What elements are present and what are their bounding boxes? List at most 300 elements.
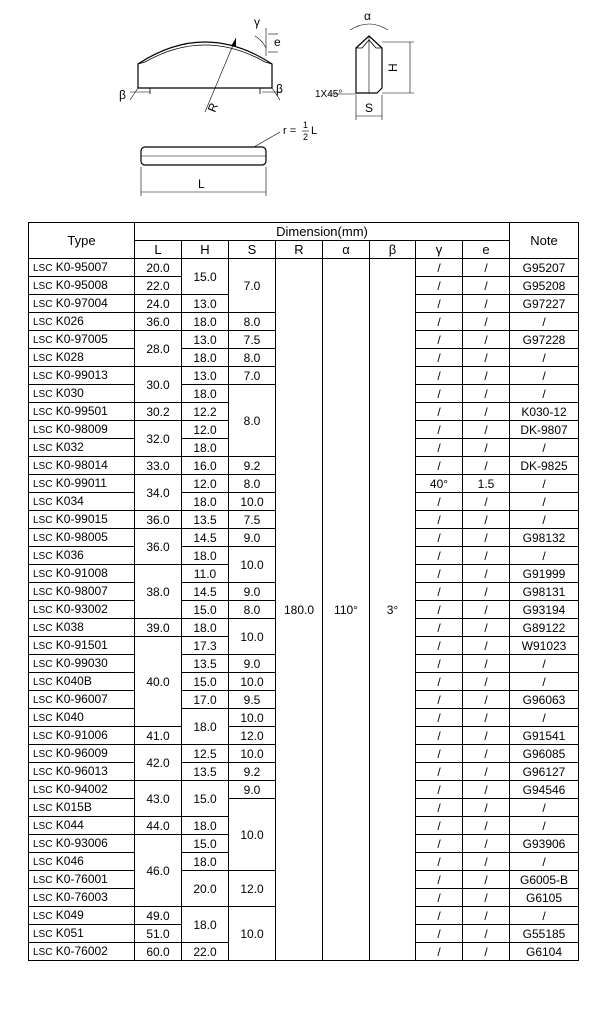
header-dimension: Dimension(mm) (135, 223, 510, 241)
cell-S: 10.0 (229, 709, 276, 727)
type-prefix: LSC (33, 586, 53, 598)
cell-note: K030-12 (510, 403, 579, 421)
type-prefix: LSC (33, 406, 53, 418)
cell-S: 8.0 (229, 475, 276, 493)
type-code: K0-91006 (55, 727, 108, 742)
cell-S: 9.0 (229, 583, 276, 601)
cell-e: / (463, 547, 510, 565)
cell-gamma: / (416, 637, 463, 655)
type-code: K0-93006 (55, 835, 108, 850)
cell-e: 1.5 (463, 475, 510, 493)
specification-table (28, 222, 579, 961)
cell-L: 39.0 (135, 619, 182, 637)
cell-e: / (463, 313, 510, 331)
cell-note: / (510, 853, 579, 871)
cell-type (29, 925, 135, 943)
cell-H: 16.0 (182, 457, 229, 475)
cell-type (29, 385, 135, 403)
cell-gamma: / (416, 709, 463, 727)
type-code: K028 (55, 349, 84, 364)
cell-H: 20.0 (182, 871, 229, 907)
label-H: H (386, 63, 400, 72)
cell-gamma: / (416, 331, 463, 349)
cell-e: / (463, 745, 510, 763)
cell-S: 7.0 (229, 259, 276, 313)
cell-gamma: / (416, 385, 463, 403)
cell-H: 12.0 (182, 475, 229, 493)
type-code: K0-98005 (55, 529, 108, 544)
cell-L: 32.0 (135, 421, 182, 457)
cell-L: 33.0 (135, 457, 182, 475)
type-code: K0-99011 (55, 475, 107, 490)
cell-H: 15.0 (182, 673, 229, 691)
type-code: K040B (55, 673, 92, 688)
type-prefix: LSC (33, 928, 53, 940)
label-beta-left: β (119, 88, 126, 102)
cell-type (29, 259, 135, 277)
type-prefix: LSC (33, 388, 53, 400)
cell-S: 9.2 (229, 763, 276, 781)
type-code: K0-76001 (55, 871, 108, 886)
cell-S: 7.0 (229, 367, 276, 385)
cell-type (29, 295, 135, 313)
cell-L: 36.0 (135, 313, 182, 331)
cell-H: 14.5 (182, 583, 229, 601)
type-prefix: LSC (33, 370, 53, 382)
cell-e: / (463, 529, 510, 547)
cell-S: 10.0 (229, 619, 276, 655)
cell-type (29, 637, 135, 655)
cell-S: 12.0 (229, 727, 276, 745)
cell-note: / (510, 475, 579, 493)
cell-gamma: / (416, 259, 463, 277)
cell-H: 13.0 (182, 295, 229, 313)
cell-S: 9.0 (229, 655, 276, 673)
cell-note: / (510, 799, 579, 817)
cell-L: 60.0 (135, 943, 182, 961)
type-code: K0-96009 (55, 745, 108, 760)
cell-gamma: / (416, 673, 463, 691)
cell-type (29, 277, 135, 295)
cell-note: G91999 (510, 565, 579, 583)
label-L: L (198, 177, 205, 191)
cell-note: G95207 (510, 259, 579, 277)
type-prefix: LSC (33, 802, 53, 814)
cell-gamma: / (416, 853, 463, 871)
cell-e: / (463, 835, 510, 853)
cell-R: 180.0 (276, 259, 323, 961)
cell-S: 12.0 (229, 871, 276, 907)
label-r-num: 1 (303, 120, 309, 130)
cell-e: / (463, 943, 510, 961)
cell-gamma: / (416, 727, 463, 745)
cell-L: 43.0 (135, 781, 182, 817)
cell-e: / (463, 565, 510, 583)
cell-L: 24.0 (135, 295, 182, 313)
cell-note: G6104 (510, 943, 579, 961)
cell-S: 7.5 (229, 331, 276, 349)
type-code: K034 (55, 493, 84, 508)
cell-H: 14.5 (182, 529, 229, 547)
cell-type (29, 493, 135, 511)
cell-type (29, 331, 135, 349)
cell-e: / (463, 403, 510, 421)
type-prefix: LSC (33, 694, 53, 706)
cell-note: / (510, 349, 579, 367)
type-code: K015B (55, 799, 92, 814)
label-beta-right: β (276, 82, 283, 96)
type-code: K0-95008 (55, 277, 108, 292)
type-code: K0-97005 (55, 331, 108, 346)
cell-L: 30.0 (135, 367, 182, 403)
cell-note: / (510, 511, 579, 529)
cell-alpha: 110° (323, 259, 370, 961)
cell-type (29, 763, 135, 781)
type-prefix: LSC (33, 622, 53, 634)
type-prefix: LSC (33, 910, 53, 922)
cell-note: / (510, 673, 579, 691)
cell-L: 46.0 (135, 835, 182, 907)
header-e: e (463, 241, 510, 259)
cell-type (29, 601, 135, 619)
cell-gamma: / (416, 457, 463, 475)
cell-L: 42.0 (135, 745, 182, 781)
type-code: K0-94002 (55, 781, 108, 796)
table-row (29, 259, 579, 277)
type-code: K0-98007 (55, 583, 108, 598)
type-prefix: LSC (33, 298, 53, 310)
cell-L: 22.0 (135, 277, 182, 295)
cell-type (29, 889, 135, 907)
cell-gamma: 40° (416, 475, 463, 493)
cell-note: G96063 (510, 691, 579, 709)
cell-S: 10.0 (229, 673, 276, 691)
cell-gamma: / (416, 367, 463, 385)
cell-H: 15.0 (182, 259, 229, 295)
type-code: K030 (55, 385, 84, 400)
cell-note: / (510, 439, 579, 457)
cell-type (29, 619, 135, 637)
header-H: H (182, 241, 229, 259)
cell-gamma: / (416, 691, 463, 709)
cell-H: 22.0 (182, 943, 229, 961)
cell-e: / (463, 277, 510, 295)
cell-type (29, 691, 135, 709)
cell-e: / (463, 619, 510, 637)
type-prefix: LSC (33, 604, 53, 616)
cell-H: 12.2 (182, 403, 229, 421)
type-prefix: LSC (33, 856, 53, 868)
cell-note: G98131 (510, 583, 579, 601)
cell-H: 17.3 (182, 637, 229, 655)
cell-H: 13.5 (182, 763, 229, 781)
cell-type (29, 349, 135, 367)
cell-H: 18.0 (182, 619, 229, 637)
cell-type (29, 529, 135, 547)
cell-e: / (463, 583, 510, 601)
cell-e: / (463, 457, 510, 475)
cell-e: / (463, 511, 510, 529)
cell-gamma: / (416, 529, 463, 547)
cell-e: / (463, 907, 510, 925)
cell-note: G96085 (510, 745, 579, 763)
label-alpha: α (364, 9, 371, 23)
type-prefix: LSC (33, 838, 53, 850)
header-L: L (135, 241, 182, 259)
header-beta: β (370, 241, 416, 259)
cell-H: 18.0 (182, 385, 229, 403)
cell-H: 18.0 (182, 907, 229, 943)
label-r-prefix: r = (283, 125, 297, 137)
cell-H: 12.0 (182, 421, 229, 439)
type-prefix: LSC (33, 334, 53, 346)
cell-note: G55185 (510, 925, 579, 943)
type-code: K0-99030 (55, 655, 108, 670)
cell-S: 8.0 (229, 601, 276, 619)
cell-note: G6105 (510, 889, 579, 907)
header-type: Type (29, 223, 135, 259)
cell-note: G89122 (510, 619, 579, 637)
cell-S: 9.2 (229, 457, 276, 475)
cell-note: G6005-B (510, 871, 579, 889)
type-code: K0-99015 (55, 511, 108, 526)
type-code: K049 (55, 907, 84, 922)
cell-H: 18.0 (182, 853, 229, 871)
cell-gamma: / (416, 943, 463, 961)
cell-type (29, 457, 135, 475)
cell-S: 8.0 (229, 313, 276, 331)
type-prefix: LSC (33, 352, 53, 364)
cell-e: / (463, 493, 510, 511)
cell-gamma: / (416, 835, 463, 853)
type-prefix: LSC (33, 424, 53, 436)
cell-type (29, 547, 135, 565)
cell-note: / (510, 313, 579, 331)
cell-gamma: / (416, 313, 463, 331)
cell-H: 11.0 (182, 565, 229, 583)
cell-note: / (510, 655, 579, 673)
cell-note: W91023 (510, 637, 579, 655)
cell-H: 18.0 (182, 439, 229, 457)
type-prefix: LSC (33, 550, 53, 562)
cell-e: / (463, 259, 510, 277)
cell-type (29, 817, 135, 835)
cell-gamma: / (416, 421, 463, 439)
cell-e: / (463, 655, 510, 673)
cell-gamma: / (416, 511, 463, 529)
type-code: K026 (55, 313, 84, 328)
type-prefix: LSC (33, 568, 53, 580)
type-prefix: LSC (33, 496, 53, 508)
type-code: K0-91501 (55, 637, 108, 652)
cell-L: 51.0 (135, 925, 182, 943)
cell-e: / (463, 421, 510, 439)
type-prefix: LSC (33, 676, 53, 688)
cell-H: 15.0 (182, 781, 229, 817)
type-code: K0-91008 (55, 565, 108, 580)
cell-e: / (463, 763, 510, 781)
cell-H: 13.5 (182, 511, 229, 529)
cell-gamma: / (416, 547, 463, 565)
type-prefix: LSC (33, 712, 53, 724)
cell-gamma: / (416, 439, 463, 457)
cell-L: 49.0 (135, 907, 182, 925)
type-prefix: LSC (33, 532, 53, 544)
cell-e: / (463, 853, 510, 871)
cell-H: 18.0 (182, 709, 229, 745)
type-code: K046 (55, 853, 84, 868)
type-code: K0-99013 (55, 367, 108, 382)
cell-note: G98132 (510, 529, 579, 547)
cell-S: 10.0 (229, 493, 276, 511)
type-code: K0-98009 (55, 421, 108, 436)
cell-S: 10.0 (229, 799, 276, 871)
cell-note: G96127 (510, 763, 579, 781)
type-code: K040 (55, 709, 84, 724)
cell-type (29, 853, 135, 871)
cell-L: 41.0 (135, 727, 182, 745)
cell-gamma: / (416, 745, 463, 763)
cell-S: 10.0 (229, 745, 276, 763)
cell-gamma: / (416, 781, 463, 799)
tip-front-outline (138, 42, 272, 88)
type-code: K0-95007 (55, 259, 108, 274)
cell-gamma: / (416, 925, 463, 943)
cell-e: / (463, 691, 510, 709)
type-code: K0-98014 (55, 457, 108, 472)
type-code: K0-96007 (55, 691, 108, 706)
type-prefix: LSC (33, 460, 53, 472)
cell-note: G97228 (510, 331, 579, 349)
cell-L: 34.0 (135, 475, 182, 511)
type-prefix: LSC (33, 874, 53, 886)
cell-L: 20.0 (135, 259, 182, 277)
cell-gamma: / (416, 565, 463, 583)
cell-type (29, 799, 135, 817)
cell-note: / (510, 817, 579, 835)
cell-e: / (463, 637, 510, 655)
cell-L: 38.0 (135, 565, 182, 619)
type-code: K0-93002 (55, 601, 108, 616)
cell-e: / (463, 673, 510, 691)
cell-S: 10.0 (229, 547, 276, 583)
cell-L: 36.0 (135, 529, 182, 565)
cell-L: 40.0 (135, 637, 182, 727)
type-code: K0-76002 (55, 943, 108, 958)
cell-H: 13.0 (182, 331, 229, 349)
cell-gamma: / (416, 619, 463, 637)
cell-gamma: / (416, 583, 463, 601)
label-S: S (365, 101, 374, 115)
cell-e: / (463, 367, 510, 385)
tip-front-top-face (145, 45, 265, 62)
cell-gamma: / (416, 907, 463, 925)
cell-gamma: / (416, 403, 463, 421)
cell-H: 17.0 (182, 691, 229, 709)
cell-H: 13.0 (182, 367, 229, 385)
cell-type (29, 655, 135, 673)
cell-S: 9.0 (229, 781, 276, 799)
cell-note: DK-9825 (510, 457, 579, 475)
type-prefix: LSC (33, 730, 53, 742)
cell-note: / (510, 547, 579, 565)
cell-type (29, 907, 135, 925)
cell-H: 18.0 (182, 817, 229, 835)
cell-e: / (463, 601, 510, 619)
cell-e: / (463, 781, 510, 799)
cell-type (29, 421, 135, 439)
cell-type (29, 565, 135, 583)
type-prefix: LSC (33, 514, 53, 526)
label-R: R (204, 100, 222, 115)
cell-H: 13.5 (182, 655, 229, 673)
type-code: K0-76003 (55, 889, 108, 904)
cell-note: G95208 (510, 277, 579, 295)
cell-H: 18.0 (182, 493, 229, 511)
technical-drawing (0, 0, 608, 222)
cell-gamma: / (416, 493, 463, 511)
cell-gamma: / (416, 601, 463, 619)
type-code: K038 (55, 619, 84, 634)
cell-e: / (463, 889, 510, 907)
type-prefix: LSC (33, 478, 53, 490)
cell-e: / (463, 727, 510, 745)
cell-e: / (463, 349, 510, 367)
cell-type (29, 727, 135, 745)
cell-note: G97227 (510, 295, 579, 313)
cell-type (29, 439, 135, 457)
cell-e: / (463, 295, 510, 313)
cell-type (29, 745, 135, 763)
type-prefix: LSC (33, 262, 53, 274)
type-code: K036 (55, 547, 84, 562)
cell-type (29, 943, 135, 961)
cell-H: 18.0 (182, 547, 229, 565)
type-code: K051 (55, 925, 84, 940)
cell-note: / (510, 493, 579, 511)
label-r-suffix: L (311, 125, 318, 137)
cell-e: / (463, 439, 510, 457)
type-code: K0-97004 (55, 295, 108, 310)
cell-S: 7.5 (229, 511, 276, 529)
type-code: K032 (55, 439, 84, 454)
label-e: e (274, 35, 281, 49)
type-prefix: LSC (33, 766, 53, 778)
cell-note: G94546 (510, 781, 579, 799)
type-prefix: LSC (33, 946, 53, 958)
type-code: K044 (55, 817, 84, 832)
cell-H: 12.5 (182, 745, 229, 763)
cell-H: 15.0 (182, 835, 229, 853)
cell-S: 9.5 (229, 691, 276, 709)
cell-beta: 3° (370, 259, 416, 961)
cell-note: / (510, 709, 579, 727)
cell-S: 9.0 (229, 529, 276, 547)
cell-H: 18.0 (182, 313, 229, 331)
cell-type (29, 673, 135, 691)
cell-gamma: / (416, 295, 463, 313)
type-code: K0-99501 (55, 403, 108, 418)
cell-type (29, 781, 135, 799)
type-prefix: LSC (33, 640, 53, 652)
type-code: K0-96013 (55, 763, 108, 778)
header-S: S (229, 241, 276, 259)
cell-note: G93194 (510, 601, 579, 619)
cell-type (29, 511, 135, 529)
cell-note: / (510, 367, 579, 385)
header-R: R (276, 241, 323, 259)
header-alpha: α (323, 241, 370, 259)
